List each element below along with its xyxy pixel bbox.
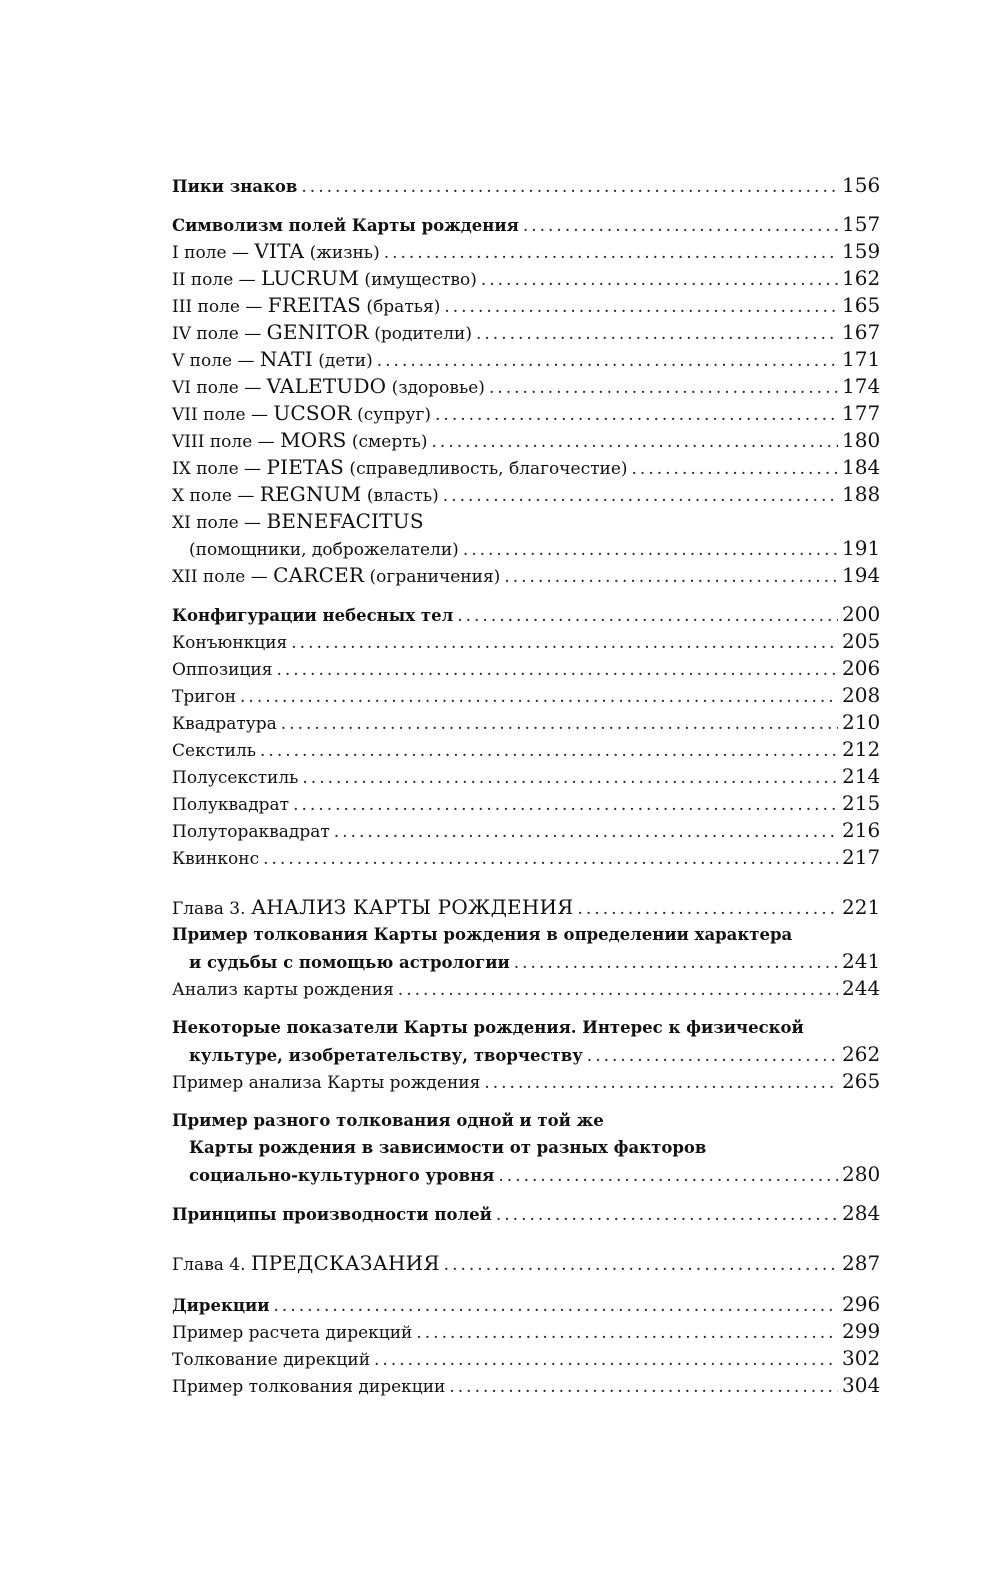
toc-entry-field — [172, 373, 881, 400]
dot-leader — [484, 1070, 838, 1097]
dot-leader — [457, 603, 838, 630]
toc-label — [172, 319, 472, 348]
table-of-contents — [172, 172, 881, 1399]
toc-entry-configurations — [172, 601, 881, 628]
page-number: 244 — [842, 976, 881, 1000]
field-note: (супруг) — [351, 405, 432, 425]
field-note: (справедливость, благочестие) — [344, 459, 628, 479]
page-number: 221 — [842, 895, 881, 919]
toc-label: Принципы производности полей — [172, 1205, 492, 1224]
dot-leader — [578, 896, 839, 923]
toc-entry-field-11 — [172, 508, 881, 562]
field-name: GENITOR — [266, 320, 369, 344]
field-prefix: VI поле — — [172, 378, 267, 398]
toc-entry-principles — [172, 1200, 881, 1227]
page-number: 177 — [842, 401, 881, 425]
chapter-name: ПРЕДСКАЗАНИЯ — [250, 1251, 440, 1275]
dot-leader — [260, 738, 838, 765]
toc-entry-aspect — [172, 763, 881, 790]
page-number: 200 — [842, 602, 881, 626]
dot-leader — [489, 375, 838, 402]
toc-label — [172, 238, 380, 267]
page-number: 217 — [842, 845, 881, 869]
toc-entry-continuation — [172, 1161, 881, 1188]
dot-leader — [416, 1320, 838, 1347]
page-number: 216 — [842, 818, 881, 842]
page-number: 180 — [842, 428, 881, 452]
toc-entry-continuation — [172, 535, 881, 562]
dot-leader — [444, 294, 838, 321]
page-number: 159 — [842, 239, 881, 263]
dot-leader — [302, 765, 838, 792]
dot-leader — [444, 1252, 838, 1279]
toc-label — [172, 481, 439, 510]
page-number: 188 — [842, 482, 881, 506]
toc-entry-field-12 — [172, 562, 881, 589]
toc-label-line: Некоторые показатели Карты рождения. Интерес к физической — [172, 1018, 804, 1037]
toc-entry-aspect — [172, 790, 881, 817]
toc-chapter-4 — [172, 1250, 881, 1277]
dot-leader — [374, 1347, 838, 1374]
toc-label: Конъюнкция — [172, 633, 288, 653]
page-number: 265 — [842, 1069, 881, 1093]
chapter-name: АНАЛИЗ КАРТЫ РОЖДЕНИЯ — [250, 895, 574, 919]
toc-entry-field — [172, 400, 881, 427]
field-note: (братья) — [361, 297, 441, 317]
dot-leader — [263, 846, 838, 873]
toc-entry-field — [172, 427, 881, 454]
page-number: 284 — [842, 1201, 881, 1225]
dot-leader — [435, 402, 838, 429]
page-number: 157 — [842, 212, 881, 236]
field-note: (имущество) — [359, 270, 477, 290]
page-number: 162 — [842, 266, 881, 290]
page-number: 165 — [842, 293, 881, 317]
page-number: 171 — [842, 347, 881, 371]
toc-label — [172, 373, 485, 402]
toc-label: Пример анализа Карты рождения — [172, 1073, 481, 1093]
field-note: (смерть) — [346, 432, 428, 452]
dot-leader — [632, 456, 838, 483]
page-number: 210 — [842, 710, 881, 734]
dot-leader — [240, 684, 838, 711]
page-number: 296 — [842, 1292, 881, 1316]
toc-entry-field — [172, 265, 881, 292]
chapter-title — [172, 1250, 440, 1279]
page-number: 215 — [842, 791, 881, 815]
toc-label: Полуквадрат — [172, 795, 290, 815]
dot-leader — [496, 1202, 838, 1229]
dot-leader — [432, 429, 838, 456]
dot-leader — [514, 950, 838, 977]
toc-entry-field — [172, 238, 881, 265]
toc-entry-peaks — [172, 172, 881, 199]
toc-label: культуре, изобретательству, творчеству — [189, 1046, 583, 1065]
chapter-prefix: Глава 3. — [172, 899, 251, 919]
page-number: 241 — [842, 949, 881, 973]
toc-label: социально-культурного уровня — [189, 1166, 495, 1185]
toc-label: Тригон — [172, 687, 237, 707]
toc-entry-example-analysis — [172, 1068, 881, 1095]
dot-leader — [443, 483, 838, 510]
page-number: 302 — [842, 1346, 881, 1370]
toc-entry-field — [172, 454, 881, 481]
dot-leader — [384, 240, 838, 267]
dot-leader — [523, 213, 838, 240]
field-prefix: IX поле — — [172, 459, 267, 479]
page-number: 191 — [842, 536, 881, 560]
toc-entry-continuation — [172, 948, 881, 975]
toc-entry-continuation — [172, 1041, 881, 1068]
toc-chapter-3 — [172, 894, 881, 921]
field-note: (здоровье) — [386, 378, 485, 398]
page-number: 262 — [842, 1042, 881, 1066]
field-note: (дети) — [312, 351, 373, 371]
field-prefix: II поле — — [172, 270, 262, 290]
toc-label — [172, 346, 373, 375]
toc-entry-aspect — [172, 736, 881, 763]
toc-label-line — [172, 508, 872, 535]
page-number: 184 — [842, 455, 881, 479]
toc-label: Пики знаков — [172, 177, 298, 196]
toc-label — [172, 265, 477, 294]
toc-entry-symbolism — [172, 211, 881, 238]
toc-label: Конфигурации небесных тел — [172, 606, 454, 625]
toc-label: Полусекстиль — [172, 768, 299, 788]
toc-label-line: Пример разного толкования одной и той же — [172, 1111, 604, 1130]
toc-entry-different — [172, 1107, 881, 1188]
toc-label — [172, 400, 431, 429]
page-number: 194 — [842, 563, 881, 587]
dot-leader — [587, 1043, 838, 1070]
chapter-prefix: Глава 4. — [172, 1255, 251, 1275]
toc-entry-aspect — [172, 628, 881, 655]
toc-label: Оппозиция — [172, 660, 273, 680]
field-name: VITA — [254, 239, 305, 263]
page-number: 156 — [842, 173, 881, 197]
dot-leader — [476, 321, 838, 348]
page-number: 214 — [842, 764, 881, 788]
field-prefix: XII поле — — [172, 567, 274, 587]
dot-leader — [481, 267, 838, 294]
field-prefix: IV поле — — [172, 324, 267, 344]
dot-leader — [463, 537, 838, 564]
field-name: MORS — [280, 428, 347, 452]
toc-entry-direction-item — [172, 1345, 881, 1372]
toc-entry-field — [172, 319, 881, 346]
field-note: (ограничения) — [364, 567, 501, 587]
dot-leader — [281, 711, 838, 738]
toc-entry-aspect — [172, 844, 881, 871]
toc-label — [172, 427, 428, 456]
field-prefix: VIII поле — — [172, 432, 281, 452]
page-number: 287 — [842, 1251, 881, 1275]
field-note: (власть) — [361, 486, 439, 506]
toc-entry-aspect — [172, 817, 881, 844]
field-prefix: V поле — — [172, 351, 260, 371]
dot-leader — [276, 657, 838, 684]
page-number: 167 — [842, 320, 881, 344]
toc-label — [172, 292, 440, 321]
field-name: NATI — [259, 347, 313, 371]
toc-entry-field — [172, 346, 881, 373]
page-number: 280 — [842, 1162, 881, 1186]
dot-leader — [291, 630, 838, 657]
toc-entry-direction-item — [172, 1318, 881, 1345]
toc-label: Дирекции — [172, 1296, 270, 1315]
field-prefix: X поле — — [172, 486, 260, 506]
page-number: 206 — [842, 656, 881, 680]
toc-label: Квинконс — [172, 849, 260, 869]
page-number: 212 — [842, 737, 881, 761]
toc-entry-direction-item — [172, 1372, 881, 1399]
field-prefix: VII поле — — [172, 405, 274, 425]
dot-leader — [504, 564, 838, 591]
page-number: 208 — [842, 683, 881, 707]
field-prefix: XI поле — — [172, 513, 267, 533]
field-name: CARCER — [273, 563, 365, 587]
toc-label: (помощники, доброжелатели) — [189, 540, 459, 560]
field-name: PIETAS — [266, 455, 345, 479]
field-name: FREITAS — [267, 293, 362, 317]
field-name: LUCRUM — [261, 266, 360, 290]
dot-leader — [377, 348, 838, 375]
chapter-title — [172, 894, 574, 923]
toc-label: Пример расчета дирекций — [172, 1323, 413, 1343]
toc-entry-indicators — [172, 1014, 881, 1068]
field-name: UCSOR — [273, 401, 352, 425]
field-prefix: III поле — — [172, 297, 268, 317]
field-name: REGNUM — [259, 482, 362, 506]
field-note: (родители) — [368, 324, 472, 344]
toc-entry-example1 — [172, 921, 881, 975]
toc-label: Квадратура — [172, 714, 277, 734]
page-number: 205 — [842, 629, 881, 653]
dot-leader — [301, 174, 838, 201]
field-name: VALETUDO — [266, 374, 387, 398]
dot-leader — [398, 977, 838, 1004]
dot-leader — [449, 1374, 838, 1401]
toc-entry-aspect — [172, 682, 881, 709]
page-number: 299 — [842, 1319, 881, 1343]
toc-label: Секстиль — [172, 741, 257, 761]
toc-label: Полутораквадрат — [172, 822, 330, 842]
toc-entry-aspect — [172, 709, 881, 736]
toc-label: Толкование дирекций — [172, 1350, 371, 1370]
toc-label — [172, 454, 628, 483]
toc-entry-field — [172, 481, 881, 508]
toc-entry-field — [172, 292, 881, 319]
toc-label-line: Пример толкования Карты рождения в определении характера — [172, 925, 793, 944]
field-prefix: I поле — — [172, 243, 255, 263]
field-note: (жизнь) — [304, 243, 380, 263]
field-name: BENEFACITUS — [266, 509, 424, 533]
toc-label: Анализ карты рождения — [172, 980, 394, 1000]
toc-label: Символизм полей Карты рождения — [172, 216, 519, 235]
dot-leader — [498, 1163, 838, 1190]
toc-label-line: Карты рождения в зависимости от разных факторов — [189, 1138, 707, 1157]
dot-leader — [334, 819, 838, 846]
dot-leader — [293, 792, 838, 819]
toc-label: и судьбы с помощью астрологии — [189, 953, 510, 972]
toc-label — [172, 562, 500, 591]
page-number: 304 — [842, 1373, 881, 1397]
dot-leader — [274, 1293, 838, 1320]
toc-entry-directions — [172, 1291, 881, 1318]
toc-entry-aspect — [172, 655, 881, 682]
page-number: 174 — [842, 374, 881, 398]
toc-label: Пример толкования дирекции — [172, 1377, 446, 1397]
toc-entry-analysis — [172, 975, 881, 1002]
